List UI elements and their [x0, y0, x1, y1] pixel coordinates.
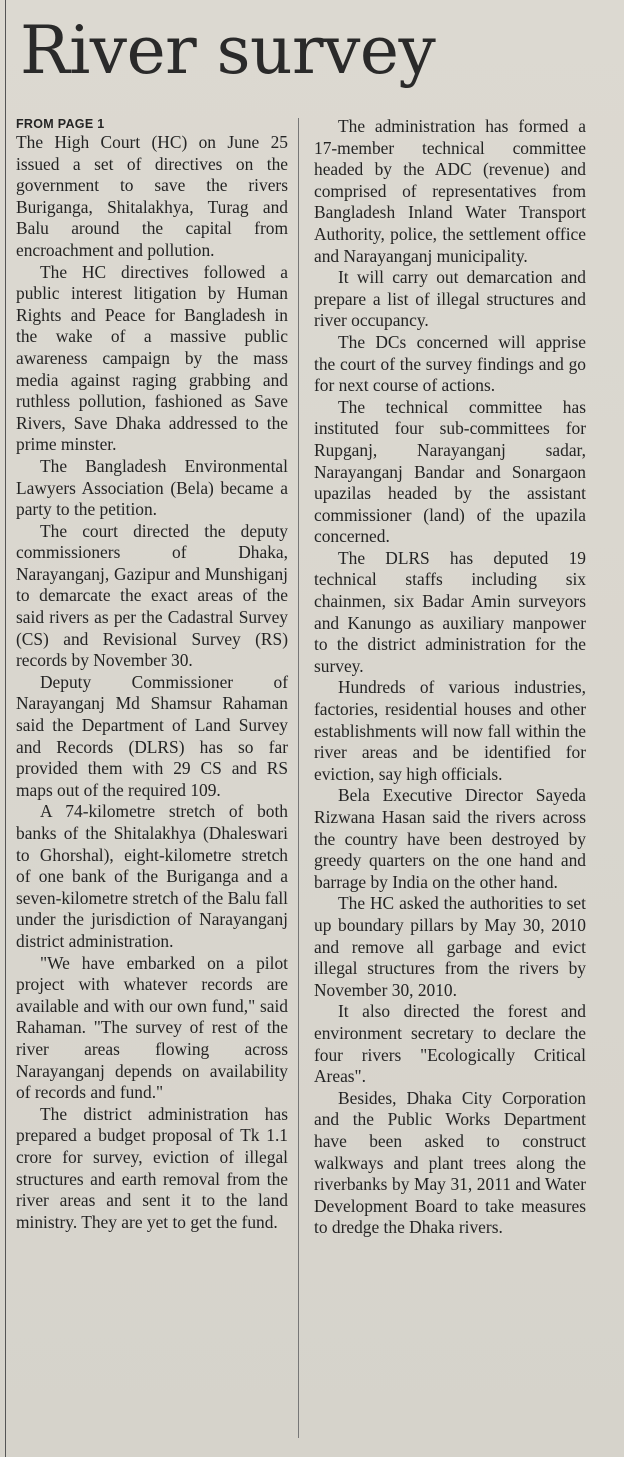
right-column — [314, 116, 586, 1239]
paragraph: Deputy Commissioner of Narayanganj Md Shamsur Rahaman said the Department of Land Survey and Records (DLRS) has so far provided them with 29 CS and RS maps out of the required 109. — [16, 671, 288, 800]
paragraph: It also directed the forest and environment secretary to declare the four rivers "Ecologically Critical Areas". — [314, 1001, 586, 1087]
paragraph: The DCs concerned will apprise the court of the survey findings and go for next course of actions. — [314, 331, 586, 396]
paragraph: The HC asked the authorities to set up boundary pillars by May 30, 2010 and remove all garbage and evict illegal structures from the rivers by November 30, 2010. — [314, 893, 586, 1000]
paragraph: The High Court (HC) on June 25 issued a set of directives on the government to save the rivers Buriganga, Shitalakhya, Turag and Balu around the capital from encroachment and pollution. — [16, 132, 288, 260]
paragraph: It will carry out demarcation and prepare a list of illegal structures and river occupancy. — [314, 267, 586, 331]
column-divider — [298, 118, 299, 1438]
headline: River survey — [20, 12, 436, 89]
paragraph: The district administration has prepared a budget proposal of Tk 1.1 crore for survey, eviction of illegal structures and earth removal from the river areas and sent it to the land ministry. They are yet to get the fund. — [16, 1103, 288, 1232]
paragraph: Besides, Dhaka City Corporation and the Public Works Department have been asked to construct walkways and plant trees along the riverbanks by May 31, 2011 and Water Development Board to take measures to dredge the Dhaka rivers. — [314, 1087, 586, 1238]
clipping-edge-line — [5, 0, 6, 1457]
left-column — [16, 116, 288, 1233]
paragraph: The Bangladesh Environmental Lawyers Association (Bela) became a party to the petition. — [16, 455, 288, 520]
paragraph: "We have embarked on a pilot project with whatever records are available and with our own fund," said Rahaman. "The survey of rest of the river areas flowing across Narayanganj depends on availability of records and fund." — [16, 952, 288, 1103]
paragraph: The technical committee has instituted four sub-committees for Rupganj, Narayanganj sadar, Narayanganj Bandar and Sonargaon upazilas headed by the assistant commissioner (land) of the upazila concerned. — [314, 396, 586, 547]
paragraph: The DLRS has deputed 19 technical staffs including six chainmen, six Badar Amin surveyors and Kanungo as auxiliary manpower to the district administration for the survey. — [314, 547, 586, 676]
paragraph: Bela Executive Director Sayeda Rizwana Hasan said the rivers across the country have been destroyed by greedy quarters on the one hand and barrage by India on the other hand. — [314, 785, 586, 892]
paragraph: The HC directives followed a public interest litigation by Human Rights and Peace for Bangladesh in the wake of a massive public awareness campaign by the mass media against raging grabbing and ruthless pollution, fashioned as Save Rivers, Save Dhaka addressed to the prime minster. — [16, 261, 288, 455]
paragraph: The administration has formed a 17-member technical committee headed by the ADC (revenue) and comprised of representatives from Bangladesh Inland Water Transport Authority, police, the settlement office and Narayanganj municipality. — [314, 116, 586, 266]
kicker: FROM PAGE 1 — [16, 117, 105, 131]
paragraph: The court directed the deputy commissioners of Dhaka, Narayanganj, Gazipur and Munshiganj to demarcate the exact areas of the said rivers as per the Cadastral Survey (CS) and Revisional Survey (RS) records by November 30. — [16, 520, 288, 671]
paragraph: A 74-kilometre stretch of both banks of the Shitalakhya (Dhaleswari to Ghorshal), eight-kilometre stretch of one bank of the Buriganga and a seven-kilometre stretch of the Balu fall under the jurisdiction of Narayanganj district administration. — [16, 801, 288, 951]
paragraph: Hundreds of various industries, factories, residential houses and other establishments will now fall within the river areas and be identified for eviction, say high officials. — [314, 677, 586, 784]
